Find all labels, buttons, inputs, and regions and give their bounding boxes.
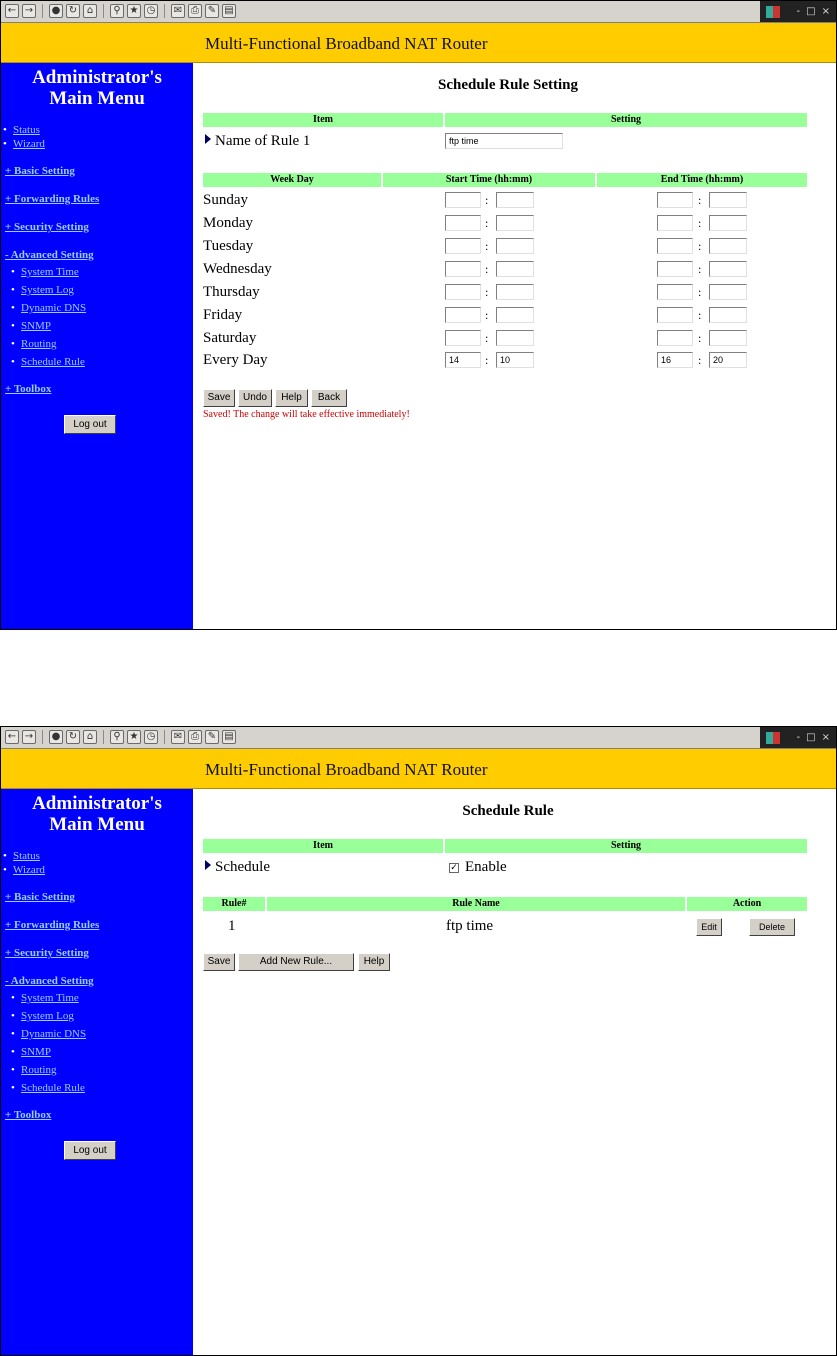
menu-section-basic [1,883,193,911]
history-icon[interactable]: ◷ [144,4,158,18]
page-title: Schedule Rule [462,803,554,819]
snmp-link[interactable]: SNMP [21,320,51,332]
delete-rule-button[interactable]: Delete [749,918,795,936]
end-minute-input[interactable] [709,238,747,254]
time-separator: : [698,262,702,276]
rule-number: 1 [228,918,236,934]
sidebar-item-system-time [1,989,193,1007]
sidebar-item-dynamic-dns [1,1025,193,1043]
system-log-link[interactable]: System Log [21,1010,74,1022]
day-name: Wednesday [203,261,272,277]
schedule-rule-link[interactable]: Schedule Rule [21,1082,85,1094]
help-button[interactable]: Help [275,389,308,407]
menu-item-status [1,123,193,137]
back-icon[interactable]: ← [5,4,19,18]
screenshot-schedule-rule [0,726,837,1356]
menu-section-basic [1,157,193,185]
basic-setting-link[interactable]: + Basic Setting [5,165,75,177]
stop-icon[interactable]: ● [49,4,63,18]
end-hour-input[interactable]: 16 [657,352,693,368]
status-link[interactable]: Status [13,850,40,862]
banner-title: Multi-Functional Broadband NAT Router [205,34,488,53]
menu-title-line1: Administrator's [32,67,162,88]
menu-title [1,793,193,835]
menu-item-wizard [1,137,193,151]
system-time-link[interactable]: System Time [21,266,79,278]
rule-name-label-text: Name of Rule 1 [215,133,311,149]
menu-title-line2: Main Menu [49,814,145,835]
basic-setting-link[interactable]: + Basic Setting [5,891,75,903]
time-separator: : [485,239,489,253]
undo-button[interactable]: Undo [238,389,272,407]
mail-icon[interactable]: ✉ [171,4,185,18]
header-start-time: Start Time (hh:mm) [383,173,595,187]
favorites-icon[interactable]: ★ [127,730,141,744]
toolbar-icons [5,4,236,18]
back-button[interactable]: Back [311,389,347,407]
forward-icon[interactable]: → [22,4,36,18]
routing-link[interactable]: Routing [21,1064,57,1076]
time-separator: : [485,285,489,299]
toolbar-separator [164,4,165,18]
home-icon[interactable]: ⌂ [83,730,97,744]
schedule-rule-link[interactable]: Schedule Rule [21,356,85,368]
end-minute-input[interactable] [709,284,747,300]
logout-button[interactable]: Log out [64,1141,116,1160]
header-rule-name: Rule Name [267,897,685,911]
sidebar-item-snmp [1,317,193,335]
time-separator: : [698,239,702,253]
sidebar-item-schedule-rule [1,353,193,371]
refresh-icon[interactable]: ↻ [66,730,80,744]
day-name: Friday [203,307,243,323]
day-name: Thursday [203,284,260,300]
end-minute-input[interactable] [709,330,747,346]
window-controls [760,1,836,22]
start-minute-input[interactable]: 10 [496,352,534,368]
wizard-link[interactable]: Wizard [13,864,45,876]
sidebar [1,63,193,630]
sidebar-item-system-time [1,263,193,281]
close-button[interactable]: × [821,6,830,17]
start-hour-input[interactable] [445,307,481,323]
day-name: Sunday [203,192,248,208]
edit-icon[interactable]: ✎ [205,730,219,744]
header-setting: Setting [445,113,807,127]
advanced-setting-link[interactable]: - Advanced Setting [5,249,94,261]
schedule-label [205,858,270,876]
header-item: Item [203,839,443,853]
rule-name-label [205,132,310,150]
snmp-link[interactable]: SNMP [21,1046,51,1058]
enable-label: Enable [465,859,507,875]
maximize-button[interactable]: □ [806,6,816,17]
add-new-rule-button[interactable]: Add New Rule... [238,953,354,971]
saved-message: Saved! The change will take effective immediately! [203,409,410,420]
arrow-right-icon [205,134,211,144]
menu-title [1,67,193,109]
router-banner [1,749,836,789]
start-hour-input[interactable] [445,261,481,277]
header-item: Item [203,113,443,127]
search-icon[interactable]: ⚲ [110,730,124,744]
menu-item-wizard [1,863,193,877]
time-separator: : [485,262,489,276]
menu-section-forwarding [1,185,193,213]
sidebar-item-system-log [1,1007,193,1025]
day-name: Saturday [203,330,257,346]
page-title: Schedule Rule Setting [437,77,578,93]
rule-name: ftp time [446,918,494,934]
end-minute-input[interactable] [709,261,747,277]
search-icon[interactable]: ⚲ [110,4,124,18]
maximize-button[interactable]: □ [806,732,816,743]
toolbar-separator [164,730,165,744]
end-minute-input[interactable] [709,307,747,323]
forwarding-rules-link[interactable]: + Forwarding Rules [5,919,100,931]
header-action: Action [687,897,807,911]
time-separator: : [698,216,702,230]
start-minute-input[interactable] [496,330,534,346]
main-content [193,789,837,1356]
windows-flag-icon [766,732,780,744]
menu-section-forwarding [1,911,193,939]
history-icon[interactable]: ◷ [144,730,158,744]
start-hour-input[interactable] [445,192,481,208]
refresh-icon[interactable]: ↻ [66,4,80,18]
toolbar-separator [42,730,43,744]
time-separator: : [698,331,702,345]
menu-section-toolbox [1,375,193,403]
status-link[interactable]: Status [13,124,40,136]
system-log-link[interactable]: System Log [21,284,74,296]
toolbar-separator [42,4,43,18]
browser-toolbar [1,727,836,749]
arrow-right-icon [205,860,211,870]
advanced-setting-link[interactable]: - Advanced Setting [5,975,94,987]
end-hour-input[interactable] [657,215,693,231]
mail-icon[interactable]: ✉ [171,730,185,744]
end-hour-input[interactable] [657,284,693,300]
start-hour-input[interactable] [445,330,481,346]
toolbar-icons [5,730,236,744]
minimize-button[interactable]: - [796,732,801,743]
header-setting: Setting [445,839,807,853]
time-separator: : [698,193,702,207]
sidebar [1,789,193,1356]
time-separator: : [485,193,489,207]
time-separator: : [485,308,489,322]
end-hour-input[interactable] [657,261,693,277]
day-name: Monday [203,215,253,231]
toolbar-separator [103,730,104,744]
print-icon[interactable]: ⎙ [188,4,202,18]
menu-section-toolbox [1,1101,193,1129]
menu-title-line1: Administrator's [32,793,162,814]
forward-icon[interactable]: → [22,730,36,744]
header-week-day: Week Day [203,173,381,187]
time-separator: : [698,308,702,322]
system-time-link[interactable]: System Time [21,992,79,1004]
stop-icon[interactable]: ● [49,730,63,744]
header-end-time: End Time (hh:mm) [597,173,807,187]
time-separator: : [485,331,489,345]
time-separator: : [485,216,489,230]
start-minute-input[interactable] [496,192,534,208]
toolbox-link[interactable]: + Toolbox [5,383,52,395]
toolbar-separator [103,4,104,18]
wizard-link[interactable]: Wizard [13,138,45,150]
time-separator: : [698,353,702,367]
windows-flag-icon [766,6,780,18]
print-icon[interactable]: ⎙ [188,730,202,744]
start-minute-input[interactable] [496,284,534,300]
window-controls [760,727,836,748]
sidebar-item-snmp [1,1043,193,1061]
save-button[interactable]: Save [203,389,235,407]
rule-name-input[interactable]: ftp time [445,133,563,149]
end-hour-input[interactable] [657,330,693,346]
main-menu [1,123,193,403]
discuss-icon[interactable]: ▤ [222,4,236,18]
logout-button[interactable]: Log out [64,415,116,434]
toolbox-link[interactable]: + Toolbox [5,1109,52,1121]
browser-toolbar [1,1,836,23]
main-content [193,63,837,630]
dynamic-dns-link[interactable]: Dynamic DNS [21,302,87,314]
end-minute-input[interactable] [709,192,747,208]
start-hour-input[interactable] [445,215,481,231]
header-rule-no: Rule# [203,897,265,911]
close-button[interactable]: × [821,732,830,743]
end-minute-input[interactable] [709,215,747,231]
end-minute-input[interactable]: 20 [709,352,747,368]
edit-icon[interactable]: ✎ [205,4,219,18]
time-separator: : [698,285,702,299]
banner-title: Multi-Functional Broadband NAT Router [205,760,488,779]
security-setting-link[interactable]: + Security Setting [5,221,89,233]
help-button[interactable]: Help [358,953,390,971]
discuss-icon[interactable]: ▤ [222,730,236,744]
start-hour-input[interactable] [445,238,481,254]
start-minute-input[interactable] [496,215,534,231]
time-separator: : [485,353,489,367]
schedule-label-text: Schedule [215,859,270,875]
day-name: Every Day [203,352,268,368]
end-hour-input[interactable] [657,238,693,254]
forwarding-rules-link[interactable]: + Forwarding Rules [5,193,100,205]
menu-section-security [1,939,193,967]
start-hour-input[interactable]: 14 [445,352,481,368]
security-setting-link[interactable]: + Security Setting [5,947,89,959]
end-hour-input[interactable] [657,307,693,323]
minimize-button[interactable]: - [796,6,801,17]
save-button[interactable]: Save [203,953,235,971]
routing-link[interactable]: Routing [21,338,57,350]
favorites-icon[interactable]: ★ [127,4,141,18]
dynamic-dns-link[interactable]: Dynamic DNS [21,1028,87,1040]
enable-checkbox[interactable]: ✓ [450,863,458,873]
home-icon[interactable]: ⌂ [83,4,97,18]
sidebar-item-schedule-rule [1,1079,193,1097]
day-name: Tuesday [203,238,254,254]
router-banner [1,23,836,63]
sidebar-item-routing [1,1061,193,1079]
menu-item-status [1,849,193,863]
sidebar-item-system-log [1,281,193,299]
start-minute-input[interactable] [496,307,534,323]
start-minute-input[interactable] [496,261,534,277]
main-menu [1,849,193,1129]
edit-rule-button[interactable]: Edit [696,918,722,936]
start-hour-input[interactable] [445,284,481,300]
end-hour-input[interactable] [657,192,693,208]
menu-title-line2: Main Menu [49,88,145,109]
sidebar-item-routing [1,335,193,353]
back-icon[interactable]: ← [5,730,19,744]
start-minute-input[interactable] [496,238,534,254]
screenshot-schedule-rule-setting [0,0,837,630]
menu-section-security [1,213,193,241]
sidebar-item-dynamic-dns [1,299,193,317]
